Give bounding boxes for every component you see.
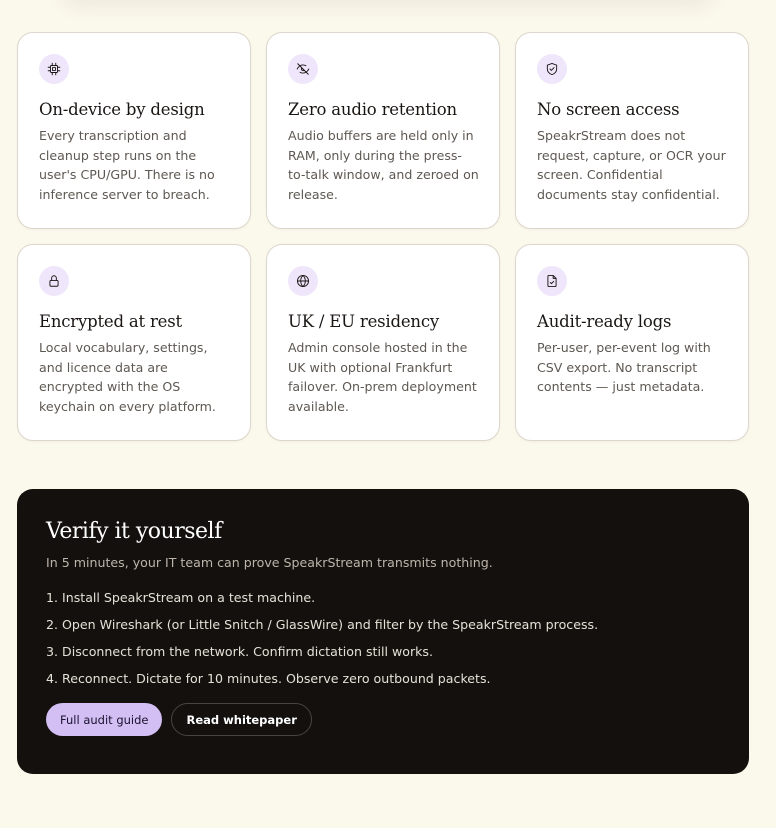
feature-description: Audio buffers are held only in RAM, only during the press-to-talk window, and zeroed on release. <box>288 128 479 202</box>
globe-icon <box>288 266 318 296</box>
feature-description: Per-user, per-event log with CSV export. No transcript contents — just metadata. <box>537 340 711 394</box>
feature-grid <box>17 32 749 441</box>
feature-card-on-device <box>17 32 251 229</box>
feature-title: Zero audio retention <box>288 100 457 119</box>
verify-actions <box>46 703 720 736</box>
feature-card-zero-audio <box>266 32 500 229</box>
verify-step: 2. Open Wireshark (or Little Snitch / GlassWire) and filter by the SpeakrStream process. <box>46 617 599 632</box>
feature-description: Local vocabulary, settings, and licence data are encrypted with the OS keychain on every platform. <box>39 340 216 414</box>
feature-description: Every transcription and cleanup step runs on the user's CPU/GPU. There is no inference server to breach. <box>39 128 215 202</box>
verify-step: 1. Install SpeakrStream on a test machine. <box>46 590 316 605</box>
feature-title: On-device by design <box>39 100 205 119</box>
feature-title: Encrypted at rest <box>39 312 182 331</box>
feature-title: No screen access <box>537 100 680 119</box>
verify-subtitle: In 5 minutes, your IT team can prove SpeakrStream transmits nothing. <box>46 555 493 570</box>
verify-step: 4. Reconnect. Dictate for 10 minutes. Observe zero outbound packets. <box>46 671 491 686</box>
file-check-icon <box>537 266 567 296</box>
feature-title: UK / EU residency <box>288 312 439 331</box>
verify-step: 3. Disconnect from the network. Confirm dictation still works. <box>46 644 433 659</box>
feature-card-encrypted <box>17 244 251 441</box>
verify-panel <box>17 489 749 774</box>
feature-card-no-screen <box>515 32 749 229</box>
full-audit-guide-button[interactable]: Full audit guide <box>46 703 162 736</box>
verify-steps-list <box>46 589 720 688</box>
eye-off-icon <box>288 54 318 84</box>
shield-check-icon <box>537 54 567 84</box>
lock-icon <box>39 266 69 296</box>
feature-card-residency <box>266 244 500 441</box>
feature-description: Admin console hosted in the UK with optional Frankfurt failover. On-prem deployment available. <box>288 340 477 414</box>
cpu-icon <box>39 54 69 84</box>
feature-title: Audit-ready logs <box>537 312 672 331</box>
verify-title: Verify it yourself <box>46 519 222 544</box>
feature-description: SpeakrStream does not request, capture, or OCR your screen. Confidential documents stay confidential. <box>537 128 726 202</box>
read-whitepaper-button[interactable]: Read whitepaper <box>171 703 311 736</box>
feature-card-audit-logs <box>515 244 749 441</box>
